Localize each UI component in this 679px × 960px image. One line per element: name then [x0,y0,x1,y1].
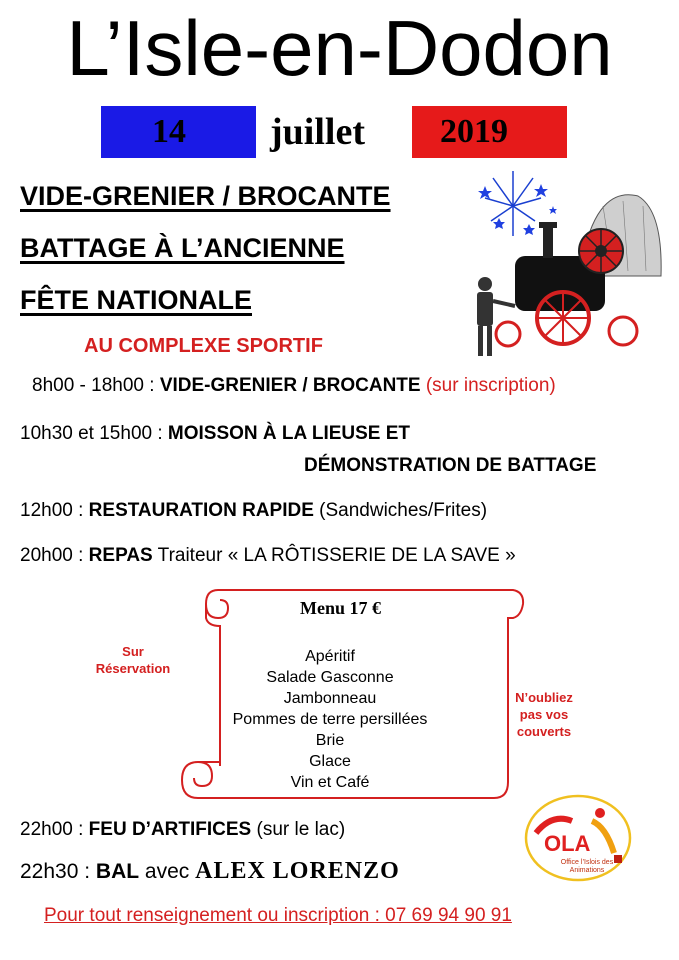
schedule-vide-grenier [32,373,556,399]
farmer-figure [477,277,515,356]
ola-logo-caption-line: Office l’Islois des [560,859,614,866]
schedule-note: (sur le lac) [251,819,346,840]
schedule-time: 8h00 - 18h00 : [32,375,160,396]
schedule-time: 20h00 : [20,545,89,566]
date-month: juillet [270,111,365,153]
schedule-note: Traiteur « LA RÔTISSERIE DE LA SAVE » [152,545,516,566]
schedule-event: FEU D’ARTIFICES [88,819,252,840]
schedule-event: REPAS [88,545,153,566]
poster-title: L’Isle-en-Dodon [66,4,613,92]
schedule-event: RESTAURATION RAPIDE [88,500,314,521]
schedule-note: avec [139,860,196,883]
ola-logo-letters: OLA [544,831,591,856]
reservation-note-line: Réservation [95,661,171,676]
schedule-time: 22h00 : [20,819,89,840]
schedule-demonstration: DÉMONSTRATION DE BATTAGE [304,455,597,476]
menu-item: Apéritif [305,648,355,665]
schedule-note: (sur inscription) [420,375,556,396]
footer-contact: Pour tout renseignement ou inscription : 07 69 94 90 91 [44,905,512,926]
schedule-event: MOISSON À LA LIEUSE ET [167,423,411,444]
schedule-repas [20,543,516,569]
date-day: 14 [152,113,186,150]
couverts-note [494,689,594,740]
schedule-note: (Sandwiches/Frites) [313,500,488,521]
ola-logo-caption [552,859,622,875]
schedule-bal [20,858,400,885]
menu-item: Pommes de terre persillées [232,711,428,728]
menu-item: Glace [309,753,351,770]
date-year: 2019 [440,113,508,150]
couverts-note-line: N’oubliez [515,690,573,705]
schedule-time: 12h00 : [20,500,89,521]
location-label: AU COMPLEXE SPORTIF [84,335,323,357]
heading-fete-nationale: FÊTE NATIONALE [20,285,252,315]
schedule-restauration [20,498,487,524]
schedule-time: 10h30 et 15h00 : [20,423,168,444]
ola-logo [522,793,634,883]
menu-item: Jambonneau [283,690,377,707]
schedule-event: BAL [95,860,140,883]
menu-item: Vin et Café [290,774,370,791]
schedule-moisson [20,421,410,447]
couverts-note-line: couverts [516,724,572,739]
fireworks-icon [485,171,541,236]
couverts-note-line: pas vos [519,707,569,722]
menu-item: Salade Gasconne [266,669,394,686]
steam-engine-icon [496,222,637,346]
thresher-illustration [463,166,668,361]
schedule-time: 22h30 : [20,860,96,883]
reservation-note [78,643,188,677]
heading-vide-grenier: VIDE-GRENIER / BROCANTE [20,181,391,211]
menu-header: Menu 17 € [300,598,381,618]
schedule-event: VIDE-GRENIER / BROCANTE [159,375,421,396]
heading-battage: BATTAGE À L’ANCIENNE [20,233,345,263]
reservation-note-line: Sur [122,644,144,659]
menu-item: Brie [315,732,345,749]
ola-logo-caption-line: Animations [569,867,605,874]
menu-items [210,646,450,793]
schedule-feu-artifices [20,817,345,843]
schedule-artist: ALEX LORENZO [195,858,400,884]
